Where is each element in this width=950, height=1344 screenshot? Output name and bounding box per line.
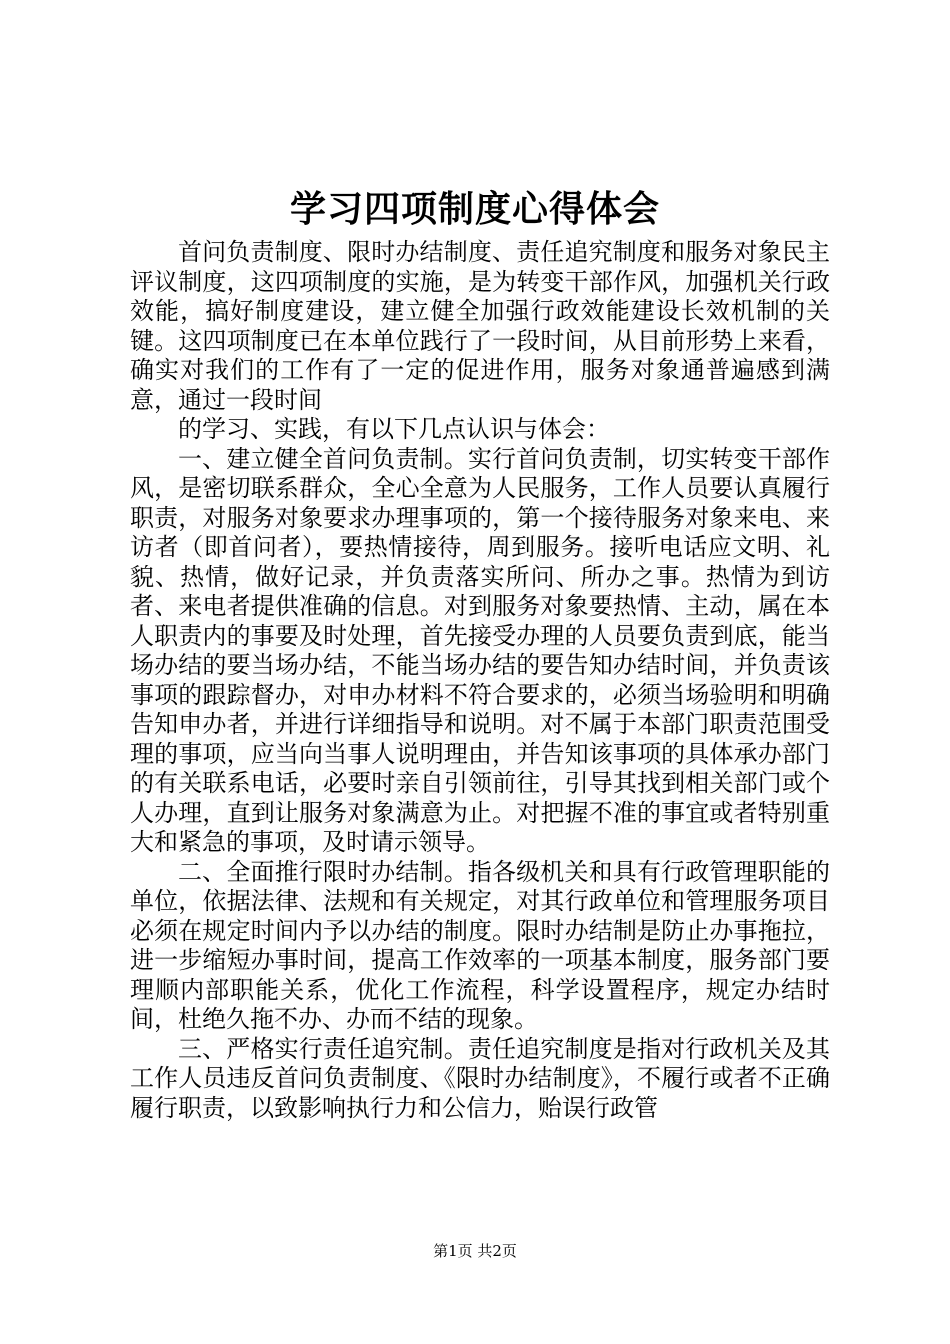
- page-number-footer: 第1页 共2页: [433, 1242, 517, 1260]
- paragraph-first-inquiry-system: 一、建立健全首问负责制。实行首问负责制，切实转变干部作风，是密切联系群众，全心全意为人民服务，工作人员要认真履行职责，对服务对象要求办理事项的，第一个接待服务对象来电、来访者（即首问者），要热情接待，周到服务。接听电话应文明、礼貌、热情，做好记录，并负责落实所问、所办之事。热情为到访者、来电者提供准确的信息。对到服务对象要热情、主动，属在本人职责内的事要及时处理，首先接受办理的人员要负责到底，能当场办结的要当场办结，不能当场办结的要告知办结时间，并负责该事项的跟踪督办，对申办材料不符合要求的，必须当场验明和明确告知申办者，并进行详细指导和说明。对不属于本部门职责范围受理的事项，应当向当事人说明理由，并告知该事项的具体承办部门的有关联系电话，必要时亲自引领前往，引导其找到相关部门或个人办理，直到让服务对象满意为止。对把握不准的事宜或者特别重大和紧急的事项，及时请示领导。: [130, 444, 830, 856]
- document-body: [130, 238, 830, 1123]
- paragraph-intro: 首问负责制度、限时办结制度、责任追究制度和服务对象民主评议制度，这四项制度的实施，是为转变干部作风，加强机关行政效能，搞好制度建设，建立健全加强行政效能建设长效机制的关键。这四项制度已在本单位践行了一段时间，从目前形势上来看，确实对我们的工作有了一定的促进作用，服务对象通普遍感到满意，通过一段时间: [130, 238, 830, 414]
- paragraph-time-limit-system: 二、全面推行限时办结制。指各级机关和具有行政管理职能的单位，依据法律、法规和有关规定，对其行政单位和管理服务项目必须在规定时间内予以办结的制度。限时办结制是防止办事拖拉，进一步缩短办事时间，提高工作效率的一项基本制度，服务部门要理顺内部职能关系，优化工作流程，科学设置程序，规定办结时间，杜绝久拖不办、办而不结的现象。: [130, 857, 830, 1033]
- paragraph-intro-continued: 的学习、实践，有以下几点认识与体会：: [178, 415, 610, 443]
- document-title: 学习四项制度心得体会: [289, 188, 660, 230]
- paragraph-accountability-system: 三、严格实行责任追究制。责任追究制度是指对行政机关及其工作人员违反首问负责制度、《限时办结制度》，不履行或者不正确履行职责，以致影响执行力和公信力，贻误行政管: [130, 1034, 830, 1122]
